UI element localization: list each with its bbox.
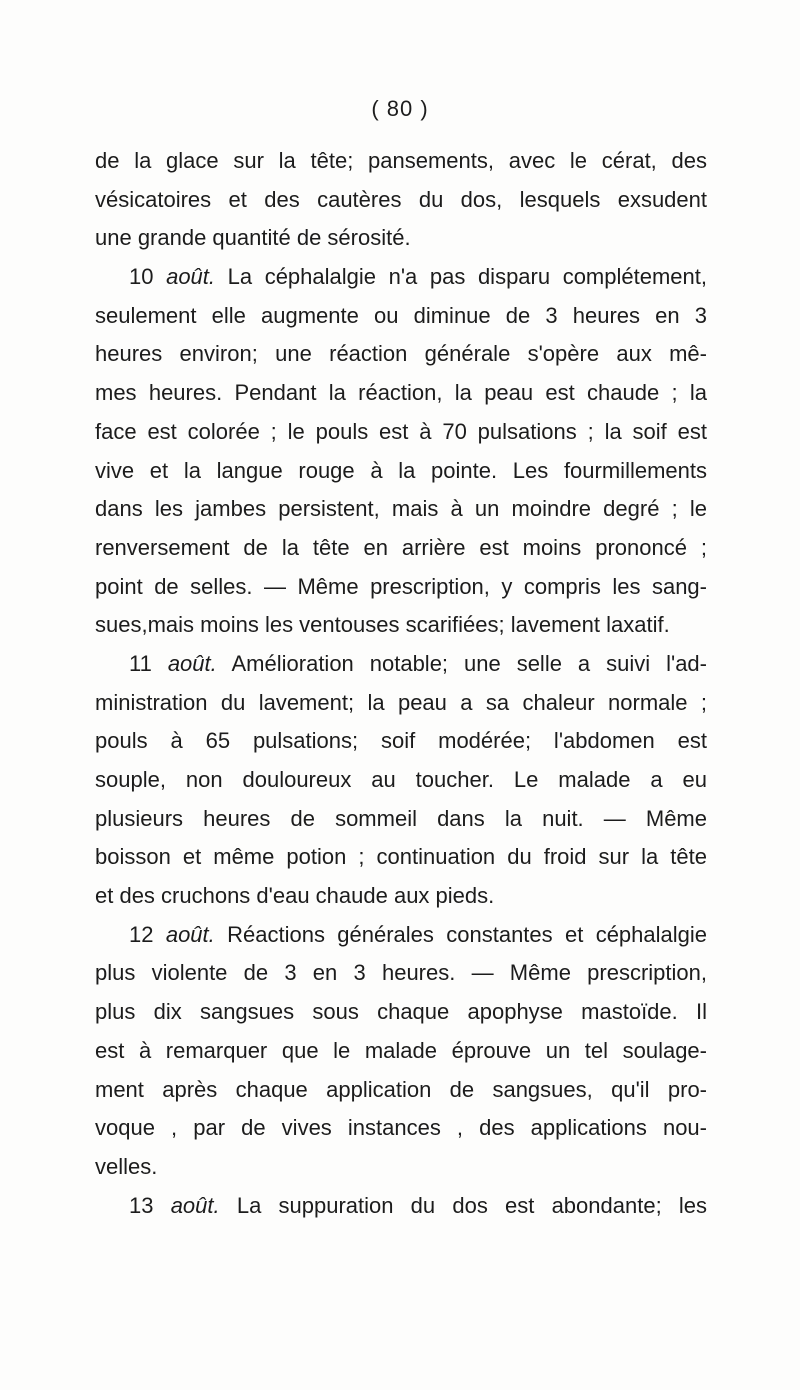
page-number: ( 80 ) xyxy=(371,96,429,121)
entry-date-month: août. xyxy=(170,1192,220,1218)
line-text: et des cruchons d'eau chaude aux pieds. xyxy=(95,883,495,909)
text-line xyxy=(95,490,707,529)
text-line xyxy=(95,1148,707,1187)
text-line xyxy=(95,142,707,181)
text-line xyxy=(95,529,707,568)
entry-date-day: 11 xyxy=(129,650,168,676)
text-line xyxy=(95,1109,707,1148)
line-text: velles. xyxy=(95,1153,158,1179)
line-text: pouls à 65 pulsations; soif modérée; l'abdomen est xyxy=(95,728,707,754)
entry-date-month: août. xyxy=(167,650,217,676)
body-text xyxy=(95,142,707,1225)
text-line xyxy=(95,761,707,800)
line-text: Amélioration notable; une selle a suivi l'ad- xyxy=(216,650,707,676)
text-line xyxy=(95,838,707,877)
line-text: heures environ; une réaction générale s'opère aux mê- xyxy=(95,341,707,367)
entry-date-day: 13 xyxy=(129,1192,171,1218)
text-line xyxy=(95,1187,707,1226)
line-text: plus violente de 3 en 3 heures. — Même prescription, xyxy=(95,960,707,986)
line-text: renversement de la tête en arrière est moins prononcé ; xyxy=(95,534,707,560)
line-text: une grande quantité de sérosité. xyxy=(95,225,411,251)
line-text: plusieurs heures de sommeil dans la nuit. — Même xyxy=(95,805,707,831)
text-line xyxy=(95,568,707,607)
text-line xyxy=(95,181,707,220)
line-text: dans les jambes persistent, mais à un moindre degré ; le xyxy=(95,496,707,522)
line-text: boisson et même potion ; continuation du froid sur la tête xyxy=(95,844,707,870)
line-text: vive et la langue rouge à la pointe. Les fourmillements xyxy=(95,457,707,483)
line-text: point de selles. — Même prescription, y compris les sang- xyxy=(95,573,707,599)
text-line xyxy=(95,954,707,993)
text-line xyxy=(95,800,707,839)
text-line xyxy=(95,1032,707,1071)
line-text: La céphalalgie n'a pas disparu complétement, xyxy=(215,264,707,290)
text-line xyxy=(95,645,707,684)
text-line xyxy=(95,219,707,258)
text-line xyxy=(95,606,707,645)
text-line xyxy=(95,452,707,491)
entry-date-day: 10 xyxy=(129,264,167,290)
line-text: plus dix sangsues sous chaque apophyse mastoïde. Il xyxy=(95,999,707,1025)
line-text: de la glace sur la tête; pansements, avec le cérat, des xyxy=(95,148,707,173)
line-text: La suppuration du dos est abondante; les xyxy=(219,1192,707,1218)
text-line xyxy=(95,1071,707,1110)
line-text: souple, non douloureux au toucher. Le malade a eu xyxy=(95,767,707,792)
text-line xyxy=(95,258,707,297)
line-text: Réactions générales constantes et céphalalgie xyxy=(214,921,707,947)
text-line xyxy=(95,722,707,761)
line-text: est à remarquer que le malade éprouve un tel soulage- xyxy=(95,1037,707,1063)
line-text: face est colorée ; le pouls est à 70 pulsations ; la soif est xyxy=(95,418,707,444)
line-text: ment après chaque application de sangsues, qu'il pro- xyxy=(95,1076,707,1102)
text-line xyxy=(95,877,707,916)
line-text: ministration du lavement; la peau a sa chaleur normale ; xyxy=(95,689,707,715)
text-line xyxy=(95,684,707,723)
entry-date-month: août. xyxy=(166,264,216,290)
line-text: voque , par de vives instances , des applications nou- xyxy=(95,1115,707,1141)
text-line xyxy=(95,916,707,955)
text-line xyxy=(95,413,707,452)
entry-date-month: août. xyxy=(165,921,215,947)
text-line xyxy=(95,993,707,1032)
line-text: sues,mais moins les ventouses scarifiées; lavement laxatif. xyxy=(95,612,670,638)
line-text: mes heures. Pendant la réaction, la peau est chaude ; la xyxy=(95,380,707,406)
line-text: seulement elle augmente ou diminue de 3 heures en 3 xyxy=(95,302,707,328)
line-text: vésicatoires et des cautères du dos, lesquels exsudent xyxy=(95,186,707,212)
text-line xyxy=(95,297,707,336)
entry-date-day: 12 xyxy=(129,921,166,947)
text-line xyxy=(95,374,707,413)
text-line xyxy=(95,335,707,374)
